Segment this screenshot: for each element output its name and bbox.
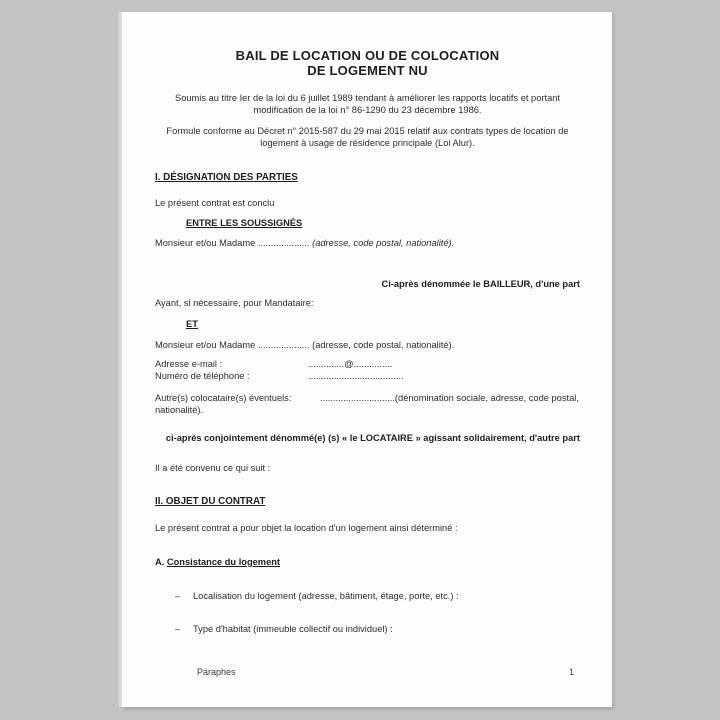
landlord-designation-line: Ci-après dénommée le BAILLEUR, d'une part bbox=[381, 279, 580, 289]
decree-reference-note: Formule conforme au Décret n° 2015-587 du 29 mai 2015 relatif aux contrats types de location de logement à usage de résidence principale (Loi Alur). bbox=[166, 126, 569, 148]
subsection-a-heading bbox=[155, 557, 580, 569]
objet-intro: Le présent contrat a pour objet la location d'un logement ainsi déterminé : bbox=[155, 522, 458, 533]
subheading-entre-les-soussignes: ENTRE LES SOUSSIGNÉS bbox=[186, 218, 303, 228]
agreement-line: Il a été convenu ce qui suit : bbox=[155, 462, 271, 473]
email-label: Adresse e-mail : bbox=[155, 359, 223, 369]
list-item-type-habitat bbox=[175, 624, 580, 636]
list-item-localisation bbox=[175, 591, 580, 603]
mandatary-line: Ayant, si nécessaire, pour Mandataire: bbox=[155, 297, 314, 308]
document-content bbox=[155, 12, 580, 636]
tenant-blank-field: .................... bbox=[257, 339, 313, 350]
landlord-blank-field: .................... bbox=[257, 237, 313, 248]
document-title-line1: BAIL DE LOCATION OU DE COLOCATION bbox=[235, 48, 500, 63]
email-row bbox=[155, 359, 580, 371]
tenant-designation-line: ci-après conjointement dénommé(e) (s) « le LOCATAIRE » agissant solidairement, d'autre part bbox=[165, 433, 580, 443]
landlord-hint: (adresse, code postal, nationalité). bbox=[312, 237, 455, 248]
footer-page-number: 1 bbox=[568, 667, 574, 677]
email-blank-field: ..............@............... bbox=[308, 359, 393, 369]
list-item-text: Type d'habitat (immeuble collectif ou individuel) : bbox=[193, 624, 393, 634]
contact-block bbox=[155, 359, 580, 382]
section-heading-parties: I. DÉSIGNATION DES PARTIES bbox=[155, 172, 298, 183]
list-item-text: Localisation du logement (adresse, bâtiment, étage, porte, etc.) : bbox=[193, 590, 459, 601]
law-reference-note: Soumis au titre Ier de la loi du 6 juillet 1989 tendant à améliorer les rapports locatifs et portant modification de la loi n° 86-1290 du 23 décembre 1986. bbox=[175, 93, 560, 115]
other-tenants-line1 bbox=[155, 393, 580, 405]
tenant-label: Monsieur et/ou Madame bbox=[155, 339, 258, 350]
tenant-identity-line bbox=[155, 340, 580, 352]
phone-blank-field: ..................................... bbox=[308, 370, 404, 381]
tenant-hint: (adresse, code postal, nationalité). bbox=[312, 339, 455, 350]
other-tenants-hint-line1: (dénomination sociale, adresse, code postal, bbox=[394, 393, 579, 403]
subsection-a-title: Consistance du logement bbox=[166, 557, 281, 567]
document-page bbox=[122, 12, 612, 707]
document-title bbox=[155, 48, 580, 78]
parties-intro: Le présent contrat est conclu bbox=[155, 197, 275, 208]
phone-label: Numéro de téléphone : bbox=[155, 370, 250, 381]
landlord-label: Monsieur et/ou Madame bbox=[155, 237, 258, 248]
subheading-et: ET bbox=[186, 319, 198, 329]
section-heading-objet: II. OBJET DU CONTRAT bbox=[155, 496, 266, 507]
dash-bullet: – bbox=[175, 590, 181, 601]
other-tenants-blank-field: ............................. bbox=[320, 393, 395, 403]
dash-bullet: – bbox=[175, 624, 181, 634]
phone-row bbox=[155, 371, 580, 383]
other-tenants-label: Autre(s) colocataire(s) éventuels: bbox=[155, 393, 292, 403]
subsection-a-prefix: A. bbox=[155, 557, 167, 567]
other-tenants-hint-line2: nationalité). bbox=[155, 404, 204, 415]
document-title-line2: DE LOGEMENT NU bbox=[307, 63, 428, 78]
landlord-identity-line bbox=[155, 238, 580, 250]
footer-paraphes-label: Paraphes bbox=[197, 667, 236, 677]
other-tenants-block bbox=[155, 393, 580, 416]
